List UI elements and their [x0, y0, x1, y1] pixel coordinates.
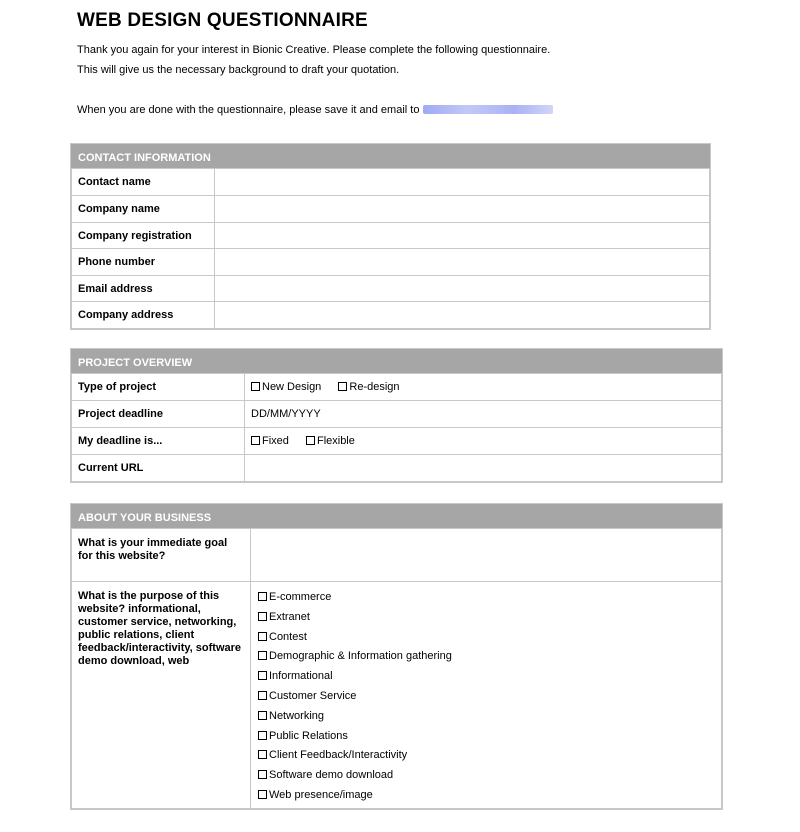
project-section-header: PROJECT OVERVIEW	[71, 349, 722, 373]
intro-line-3	[77, 104, 553, 116]
checkbox-icon[interactable]	[258, 632, 267, 641]
table-row	[72, 302, 710, 329]
immediate-goal-label: What is your immediate goal for this website?	[72, 529, 251, 582]
table-row	[72, 401, 722, 428]
business-section-header: ABOUT YOUR BUSINESS	[71, 504, 722, 528]
company-address-label: Company address	[72, 302, 215, 329]
list-item: Informational	[269, 670, 333, 683]
project-section	[70, 348, 723, 483]
current-url-label: Current URL	[72, 455, 245, 482]
purpose-option-ecommerce[interactable]	[258, 590, 715, 610]
contact-name-field[interactable]	[215, 169, 710, 196]
business-section	[70, 503, 723, 810]
checkbox-icon[interactable]	[258, 612, 267, 621]
contact-name-label: Contact name	[72, 169, 215, 196]
purpose-option-informational[interactable]	[258, 669, 715, 689]
business-table	[71, 528, 722, 809]
immediate-goal-field[interactable]	[251, 529, 722, 582]
purpose-option-networking[interactable]	[258, 709, 715, 729]
list-item: Networking	[269, 709, 325, 722]
purpose-option-list	[258, 582, 715, 808]
checkbox-icon[interactable]	[306, 436, 315, 445]
purpose-option-demographic[interactable]	[258, 649, 715, 669]
project-type-label: Type of project	[72, 374, 245, 401]
new-design-option[interactable]	[251, 381, 321, 393]
list-item: Contest	[269, 630, 307, 643]
list-item: Customer Service	[269, 689, 357, 702]
intro-line-3-text: When you are done with the questionnaire, please save it and email to	[77, 104, 420, 116]
phone-number-label: Phone number	[72, 249, 215, 276]
checkbox-icon[interactable]	[251, 382, 260, 391]
list-item: Public Relations	[269, 729, 348, 742]
table-row	[72, 582, 722, 809]
fixed-option[interactable]	[251, 435, 289, 447]
table-row	[72, 529, 722, 582]
project-deadline-field[interactable]: DD/MM/YYYY	[245, 401, 722, 428]
checkbox-icon[interactable]	[258, 770, 267, 779]
redacted-email-link[interactable]	[423, 105, 553, 114]
website-purpose-options	[251, 582, 722, 809]
checkbox-icon[interactable]	[258, 711, 267, 720]
my-deadline-options	[245, 428, 722, 455]
fixed-label: Fixed	[262, 435, 289, 447]
table-row	[72, 276, 710, 302]
contact-section-header: CONTACT INFORMATION	[71, 144, 710, 168]
checkbox-icon[interactable]	[258, 671, 267, 680]
purpose-option-public-relations[interactable]	[258, 729, 715, 749]
current-url-field[interactable]	[245, 455, 722, 482]
email-address-field[interactable]	[215, 276, 710, 302]
list-item: Extranet	[269, 610, 310, 623]
new-design-label: New Design	[262, 381, 322, 393]
redesign-label: Re-design	[349, 381, 400, 393]
list-item: Demographic & Information gathering	[269, 650, 452, 663]
list-item: E-commerce	[269, 591, 332, 603]
redesign-option[interactable]	[338, 381, 399, 393]
checkbox-icon[interactable]	[258, 691, 267, 700]
purpose-option-contest[interactable]	[258, 630, 715, 650]
company-name-label: Company name	[72, 196, 215, 223]
checkbox-icon[interactable]	[258, 750, 267, 759]
purpose-option-extranet[interactable]	[258, 610, 715, 630]
project-deadline-label: Project deadline	[72, 401, 245, 428]
checkbox-icon[interactable]	[258, 592, 267, 601]
contact-table	[71, 168, 710, 329]
table-row	[72, 428, 722, 455]
checkbox-icon[interactable]	[251, 436, 260, 445]
phone-number-field[interactable]	[215, 249, 710, 276]
table-row	[72, 374, 722, 401]
intro-line-2: This will give us the necessary background to draft your quotation.	[77, 64, 400, 76]
page-title: WEB DESIGN QUESTIONNAIRE	[77, 10, 368, 31]
table-row	[72, 169, 710, 196]
my-deadline-label: My deadline is...	[72, 428, 245, 455]
list-item: Client Feedback/Interactivity	[269, 749, 408, 762]
checkbox-icon[interactable]	[258, 731, 267, 740]
intro-line-1: Thank you again for your interest in Bionic Creative. Please complete the following questionnaire.	[77, 44, 551, 56]
project-type-options	[245, 374, 722, 401]
list-item: Web presence/image	[269, 788, 373, 801]
project-table	[71, 373, 722, 482]
email-address-label: Email address	[72, 276, 215, 302]
flexible-option[interactable]	[306, 435, 355, 447]
purpose-option-software-demo[interactable]	[258, 768, 715, 788]
table-row	[72, 196, 710, 223]
contact-section	[70, 143, 711, 330]
table-row	[72, 223, 710, 249]
purpose-option-client-feedback[interactable]	[258, 748, 715, 768]
purpose-option-customer-service[interactable]	[258, 689, 715, 709]
checkbox-icon[interactable]	[338, 382, 347, 391]
flexible-label: Flexible	[316, 435, 355, 447]
table-row	[72, 249, 710, 276]
company-address-field[interactable]	[215, 302, 710, 329]
list-item: Software demo download	[269, 769, 394, 782]
website-purpose-label: What is the purpose of this website? informational, customer service, networking, public relations, client feedback/interactivity, software demo download, web	[72, 582, 251, 809]
purpose-option-web-presence[interactable]	[258, 788, 715, 808]
company-registration-label: Company registration	[72, 223, 215, 249]
checkbox-icon[interactable]	[258, 790, 267, 799]
table-row	[72, 455, 722, 482]
checkbox-icon[interactable]	[258, 651, 267, 660]
company-registration-field[interactable]	[215, 223, 710, 249]
company-name-field[interactable]	[215, 196, 710, 223]
